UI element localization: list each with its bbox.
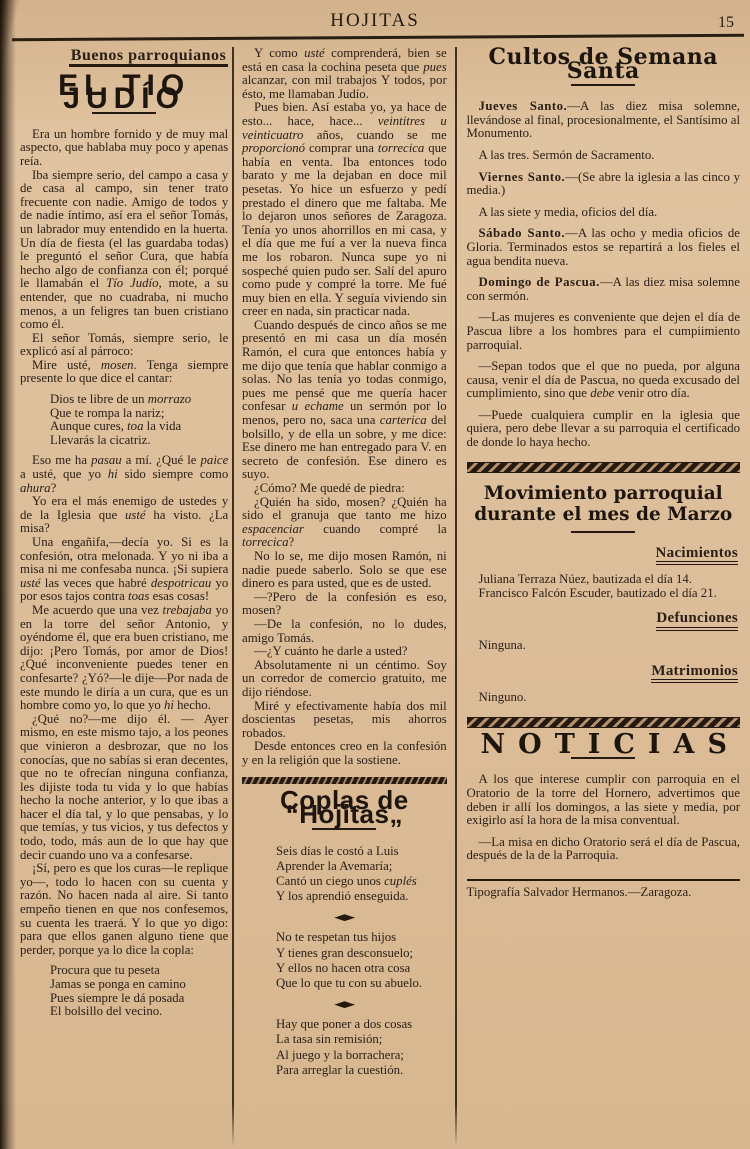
story-paragraph: Pues bien. Así estaba yo, ya hace de esto... hace, hace... veintitres u veinticuatro años, cuando se me proporcionó comprar una torrecica que había en venta. Iba entonces todo barato y me la dejaban en doce mil pesetas. Yo hice un esfuerzo y pedí prestado el dinero que me faltaba. Me lo dejaron unos señores de Zaragoza. Tenía yo unos ahorrillos en mi casa, y el día que me fuí a ver la nueva finca me los robaron. Nunca supe yo ni sospeché quien pudo ser. Salí del apuro como pude y compré la torre. Me fué muy bien en ella. Y seguía viviendo sin creer en nada, sin practicar nada. bbox=[242, 100, 447, 319]
defunciones-list bbox=[467, 639, 741, 653]
story-paragraph: Eso me ha pasau a mí. ¿Qué le paice a usté, que yo hi sido siempre como ahura? bbox=[20, 453, 229, 495]
verse-line: Y ellos no hacen otra cosa bbox=[276, 960, 411, 975]
diamond-ornament bbox=[242, 911, 447, 923]
cultos-paragraph: Viernes Santo.—(Se abre la iglesia a las cinco y media.) bbox=[466, 169, 740, 198]
verse-line: Que lo que tu con su abuelo. bbox=[276, 976, 423, 991]
cultos-paragraph: —Sepan todos que el que no pueda, por alguna causa, venir el día de Pascua, no queda excusado del cumplimiento, sino que debe venir otro día. bbox=[466, 359, 740, 401]
story-paragraph: Y como usté comprenderá, bien se está en casa la cochina peseta que pues alcanzar, con mil trabajos Y todos, por ésto, me llamaban Judío. bbox=[242, 46, 447, 101]
cultos-paragraph: A las tres. Sermón de Sacramento. bbox=[478, 147, 655, 162]
cultos-paragraph: —Puede cualquiera cumplir en la iglesia que quiera, pero debe llevar a su parroquia el certificado de donde lo haya hecho. bbox=[466, 407, 740, 450]
noticias-paragraph: —La misa en dicho Oratorio será el día de Pascua, después de la de la Parroquia. bbox=[466, 834, 740, 863]
story-paragraphs-a bbox=[20, 128, 228, 386]
verse-line: Dios te libre de un morrazo bbox=[50, 392, 192, 407]
column-rule-left bbox=[232, 47, 234, 1147]
verse-line: No te respetan tus hijos bbox=[276, 930, 397, 945]
story-paragraphs-b bbox=[20, 454, 228, 957]
verse-line: Llevarás la cicatriz. bbox=[50, 432, 151, 447]
cultos-title-rule bbox=[571, 84, 635, 86]
hatched-divider bbox=[242, 777, 447, 784]
columns-container bbox=[0, 39, 750, 1147]
noticias-title: NOTICIAS bbox=[480, 728, 740, 760]
coplas-title: Coplas de “Hojitas„ bbox=[280, 785, 409, 830]
movimiento-title: Movimiento parroquial durante el mes de Marzo bbox=[474, 482, 733, 525]
verse-line: Seis días le costó a Luis bbox=[276, 843, 399, 858]
story-verse-1 bbox=[50, 393, 228, 447]
coplas-stanza-1 bbox=[276, 844, 447, 905]
zigzag-divider bbox=[467, 462, 741, 473]
diamond-icon: ◆ bbox=[333, 912, 355, 923]
story-paragraph: ¿Cómo? Me quedé de piedra: bbox=[254, 481, 405, 495]
story-paragraph: Mire usté, mosen. Tenga siempre presente lo que dice el cantar: bbox=[20, 357, 229, 386]
story-paragraph: El señor Tomás, siempre serio, le explicó así al párroco: bbox=[20, 330, 229, 359]
cultos-paragraph: Jueves Santo.—A las diez misa solemne, llevándose al final, procesionalmente, el Santísimo al Monumento. bbox=[466, 99, 740, 141]
page-number: 15 bbox=[718, 14, 734, 31]
story-paragraph: Yo era el más enemigo de ustedes y de la Iglesia que usté ha visto. ¿La misa? bbox=[20, 494, 229, 536]
cultos-paragraph: Sábado Santo.—A las ocho y media oficios de Gloria. Terminados estos se repartirá a los fieles el agua bendita nueva. bbox=[466, 226, 740, 268]
cultos-paragraph: A las siete y media, oficios del día. bbox=[478, 204, 658, 219]
story-paragraph: Me acuerdo que una vez trebajaba yo en la torre del señor Antonio, y oyéndome él, que era buen cristiano, me dijo: ¡Pero Tomás, por amor de Dios! ¿Qué inconveniente puedes tener en confesarte? ¿Yó?—le dije—Por nada de este mundo le diría a un cura, que es un hombre como yo, lo que yo hi hecho. bbox=[20, 602, 229, 713]
masthead-title: HOJITAS bbox=[330, 10, 420, 31]
column-left bbox=[20, 47, 228, 1147]
cultos-items bbox=[467, 100, 741, 449]
story-paragraph: Iba siempre serio, del campo a casa y de casa al campo, sin tener trato frecuente con nadie. Amigo de todos y de nadie íntimo, así era el señor Tomás, un labrador muy entendido en la huerta. Un día de fiesta (el las guardaba todas) le preguntó el señor Cura, que había hecho algo de confianza con él; porqué le llamabán el Tío Judío, mote, a su entender, que no cuadraba, ni mucho menos, a un feligres tan buen cristiano como él. bbox=[20, 167, 229, 332]
verse-line: Jamas se ponga en camino bbox=[50, 977, 186, 991]
verse-line: Aunque cures, toa la vida bbox=[50, 419, 182, 434]
verse-line: Procura que tu peseta bbox=[50, 963, 160, 978]
diamond-ornament bbox=[242, 998, 447, 1010]
cultos-title: Cultos de Semana Santa bbox=[488, 44, 718, 84]
verse-line: La tasa sin remisión; bbox=[276, 1032, 383, 1047]
story-paragraph: ¿Qué no?—me dijo él. — Ayer mismo, en este mismo tajo, a los peones que vinieron a desbrozar, que no los conocías, que no sabías si eran decentes, que no te ofrecían ninguna confianza, les dijiste toda tu vida y lo que habías hecho la noche anterior, y lo que ibas a hacer el día tal, y lo que pensabas, y lo que temías, y tus vicios, y tus defectos y todo, todo, más aun de lo que hay que decir cuando uno va a confesarse. bbox=[20, 711, 229, 862]
binding-gutter-shadow bbox=[0, 0, 16, 1149]
noticias-items bbox=[467, 773, 741, 863]
subhead-matrimonios: Matrimonios bbox=[651, 665, 738, 684]
subhead-nacimientos: Nacimientos bbox=[656, 547, 738, 566]
story-title: EL TIO JUDÍO bbox=[58, 68, 191, 116]
verse-line: Y tienes gran desconsuelo; bbox=[276, 945, 414, 960]
coplas-stanza-3 bbox=[276, 1017, 447, 1078]
kicker-row bbox=[20, 49, 228, 67]
registry-entry: Ninguno. bbox=[478, 690, 527, 705]
story-paragraph: No lo se, me dijo mosen Ramón, ni nadie puede saberlo. Solo se que ese dinero es para usted, que es de usted. bbox=[242, 548, 447, 591]
nacimientos-list bbox=[467, 573, 741, 600]
verse-line: Pues siempre le dá posada bbox=[50, 990, 185, 1005]
story-paragraph: ¿Quién ha sido, mosen? ¿Quién ha sido el granuja que tanto me hizo espacenciar cuando compré la torrecica? bbox=[242, 494, 447, 550]
registry-entry: Ninguna. bbox=[478, 638, 526, 653]
subhead-row bbox=[469, 612, 739, 631]
verse-line: Al juego y la borrachera; bbox=[276, 1047, 404, 1062]
coplas-section bbox=[242, 785, 447, 1078]
story-paragraph: —De la confesión, no lo dudes, amigo Tomás. bbox=[242, 616, 447, 645]
story-paragraphs-mid bbox=[242, 47, 447, 767]
column-rule-right bbox=[455, 47, 457, 1147]
verse-line: El bolsillo del vecino. bbox=[50, 1004, 163, 1019]
story-paragraph: Era un hombre fornido y de muy mal aspecto, que hablaba muy poco y apenas reía. bbox=[20, 126, 229, 168]
page-header bbox=[0, 0, 750, 34]
zigzag-divider bbox=[467, 717, 741, 728]
cultos-paragraph: —Las mujeres es conveniente que dejen el día de Pascua libre a los hombres para el cumpiimiento parroquial. bbox=[466, 310, 740, 352]
verse-line: Y los aprendió enseguida. bbox=[276, 889, 409, 904]
column-middle bbox=[238, 47, 451, 1147]
story-verse-2 bbox=[50, 964, 228, 1018]
column-right bbox=[461, 44, 743, 1147]
verse-line: Que te rompa la nariz; bbox=[50, 405, 165, 420]
verse-line: Cantó un ciego unos cuplés bbox=[276, 874, 417, 889]
subhead-defunciones: Defunciones bbox=[656, 612, 738, 631]
verse-line: Hay que poner a dos cosas bbox=[276, 1017, 413, 1032]
subhead-row bbox=[469, 544, 739, 566]
verse-line: Aprender la Avemaría; bbox=[276, 858, 393, 873]
story-paragraph: Absolutamente ni un céntimo. Soy un corredor de comercio gratuito, me dijo riéndose. bbox=[242, 657, 447, 699]
story-paragraph: —¿Y cuánto he darle a usted? bbox=[254, 644, 408, 659]
story-paragraph: —?Pero de la confesión es eso, mosen? bbox=[242, 589, 447, 618]
registry-entry: Francisco Falcón Escuder, bautizado el día 21. bbox=[478, 585, 717, 600]
imprint-line: Tipografía Salvador Hermanos.—Zaragoza. bbox=[466, 884, 692, 899]
story-paragraph: Cuando después de cinco años se me presentó en mi casa un día mosén Ramón, el cura que entonces había y me dijo que tenía que hablar conmigo a solas. No las tenía yo todas conmigo, pues me pensé que me quería hacer confesar u echame un sermón por lo menos, pero no, saca una carterica del bolsillo, y de ella un sobre, y me dice: Ese dinero me han entregado para V. en secreto de confesión. Ese dinero es suyo. bbox=[242, 317, 447, 482]
footer-rule bbox=[467, 879, 741, 881]
story-kicker: Buenos parroquianos bbox=[69, 49, 228, 67]
noticias-paragraph: A los que interese cumplir con parroquia en el Oratorio de la torre del Hornero, advertimos que deben ir allí los domingos, a las siete y media, por exigirlo así la hora de la misa conventual. bbox=[466, 772, 740, 828]
story-paragraph: Desde entonces creo en la confesión y en la religión que la sostiene. bbox=[242, 739, 447, 767]
story-paragraph: Miré y efectivamente había dos mil doscientas pesetas, mis ahorros robados. bbox=[242, 698, 447, 740]
subhead-row bbox=[469, 662, 739, 684]
movimiento-title-rule bbox=[571, 531, 635, 533]
verse-line: Para arreglar la cuestión. bbox=[276, 1062, 404, 1077]
cultos-paragraph: Domingo de Pascua.—A las diez misa solemne con sermón. bbox=[466, 275, 740, 303]
story-paragraph: Una engañifa,—decía yo. Si es la confesión, otra melonada. Y yo ni iba a misa ni me confesaba nunca. ¡Si supiera usté las veces que habré despotricau yo por esos tajos contra toas esas cosas! bbox=[20, 535, 229, 604]
diamond-icon: ◆ bbox=[333, 999, 355, 1010]
story-paragraph: ¡Sí, pero es que los curas—le replique yo—, todo lo hacen con su cuenta y razón. No hacen nada al aire. Si tanto empeño tienen en que nos confesemos, su cuenta les traerá. Y lo que yo digo: para que ellos ganen alguno tiene que perder, porque ya lo dice la copla: bbox=[20, 861, 229, 957]
coplas-stanza-2 bbox=[276, 930, 447, 991]
matrimonios-list bbox=[467, 691, 741, 705]
registry-entry: Juliana Terraza Núez, bautizada el día 14. bbox=[478, 572, 692, 587]
